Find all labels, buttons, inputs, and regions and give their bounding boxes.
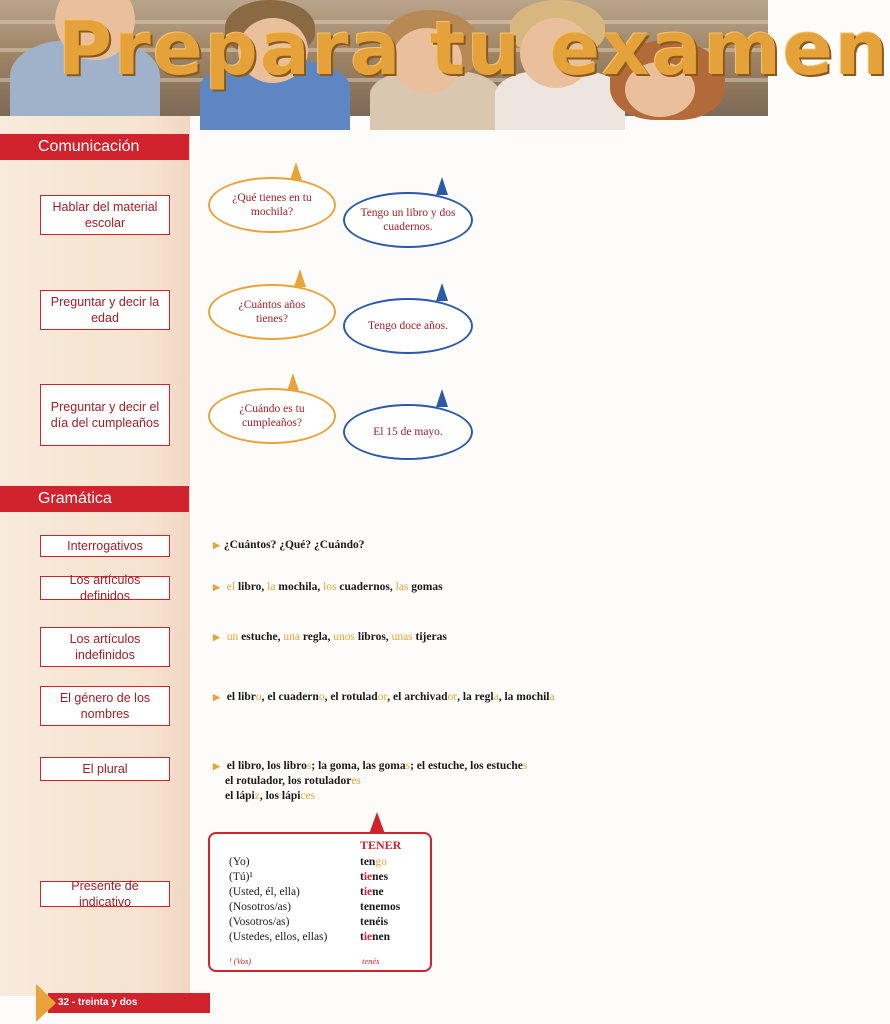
answer-bubble: El 15 de mayo. xyxy=(343,404,473,460)
ending-highlight: go xyxy=(375,856,387,868)
arrow-bullet-icon: ▶ xyxy=(213,540,220,550)
arrow-bullet-icon: ▶ xyxy=(213,632,220,642)
conjugation-row: (Ustedes, ellos, ellas) tienen xyxy=(229,931,391,943)
topic-box: El plural xyxy=(40,757,170,781)
footnote-vos-form: tenés xyxy=(362,956,380,966)
ending-highlight: o xyxy=(318,691,325,703)
conjugation-row: (Vosotros/as) tenéis xyxy=(229,916,389,928)
ending-highlight: ces xyxy=(300,790,316,802)
ending-highlight: es xyxy=(351,775,361,787)
ending-highlight: a xyxy=(549,691,555,703)
question-bubble: ¿Cuándo es tu cumpleaños? xyxy=(208,388,336,444)
arrow-bullet-icon: ▶ xyxy=(213,761,220,771)
verb-title: TENER xyxy=(360,838,402,852)
topic-box: Presente de indicativo xyxy=(40,881,170,907)
bubble-tail xyxy=(290,162,302,180)
answer-bubble: Tengo un libro y dos cuadernos. xyxy=(343,192,473,248)
ending-highlight: a xyxy=(493,691,499,703)
footnote-vos: ¹ (Vos) xyxy=(229,956,252,966)
article-highlight: una xyxy=(283,631,300,643)
article-highlight: un xyxy=(226,631,239,643)
conjugation-row: (Nosotros/as) tenemos xyxy=(229,901,401,913)
question-bubble: ¿Cuántos años tienes? xyxy=(208,284,336,340)
topic-box: Interrogativos xyxy=(40,535,170,557)
article-highlight: los xyxy=(323,581,337,593)
page-title: Prepara tu examen xyxy=(58,6,890,92)
ending-highlight: or xyxy=(447,691,458,703)
article-highlight: unos xyxy=(333,631,356,643)
bubble-tail xyxy=(436,283,448,301)
bubble-tail xyxy=(294,269,306,287)
ending-highlight: s xyxy=(306,760,312,772)
page-arrow-icon xyxy=(36,984,56,1022)
article-highlight: el xyxy=(226,581,236,593)
header-photo-banner xyxy=(0,0,890,116)
bubble-tail xyxy=(436,177,448,195)
page-number-bar: 32 - treinta y dos xyxy=(48,993,210,1013)
topic-box: Los artículos definidos xyxy=(40,576,170,600)
article-highlight: unas xyxy=(391,631,413,643)
stem-change-highlight: ie xyxy=(363,931,373,943)
grammar-line-indefinidos: ▶ un estuche, una regla, unos libros, unas tijeras xyxy=(213,631,447,643)
grammar-line-interrogativos: ▶ ¿Cuántos? ¿Qué? ¿Cuándo? xyxy=(213,539,365,551)
topic-box: Preguntar y decir el día del cumpleaños xyxy=(40,384,170,446)
topic-box: Los artículos indefinidos xyxy=(40,627,170,667)
section-header-gramatica: Gramática xyxy=(0,486,189,512)
article-highlight: las xyxy=(395,581,409,593)
arrow-bullet-icon: ▶ xyxy=(213,582,220,592)
ending-highlight: or xyxy=(377,691,388,703)
question-bubble: ¿Qué tienes en tu mochila? xyxy=(208,177,336,233)
ending-highlight: z xyxy=(254,790,260,802)
ending-highlight: o xyxy=(255,691,262,703)
ending-highlight: s xyxy=(405,760,411,772)
answer-bubble: Tengo doce años. xyxy=(343,298,473,354)
arrow-bullet-icon: ▶ xyxy=(213,692,220,702)
stem-change-highlight: ie xyxy=(363,871,373,883)
grammar-line-plural: ▶ el libro, los libros; la goma, las gomas; el estuche, los estuches xyxy=(213,760,528,772)
grammar-line-plural: el lápiz, los lápices xyxy=(225,790,316,802)
topic-box: El género de los nombres xyxy=(40,686,170,726)
ending-highlight: s xyxy=(522,760,528,772)
conjugation-row: (Usted, él, ella) tiene xyxy=(229,886,384,898)
grammar-line-definidos: ▶ el libro, la mochila, los cuadernos, las gomas xyxy=(213,581,443,593)
bubble-tail xyxy=(436,389,448,407)
section-header-comunicacion: Comunicación xyxy=(0,134,189,160)
topic-box: Hablar del material escolar xyxy=(40,195,170,235)
conjugation-row: (Yo) tengo xyxy=(229,856,387,868)
table-callout-tail xyxy=(369,812,385,834)
topic-box: Preguntar y decir la edad xyxy=(40,290,170,330)
grammar-line-plural: el rotulador, los rotuladores xyxy=(225,775,361,787)
grammar-line-genero: ▶ el libro, el cuaderno, el rotulador, el archivador, la regla, la mochila xyxy=(213,691,555,703)
stem-change-highlight: ie xyxy=(363,886,373,898)
conjugation-row: (Tú)¹ tienes xyxy=(229,871,389,883)
article-highlight: la xyxy=(267,581,276,593)
